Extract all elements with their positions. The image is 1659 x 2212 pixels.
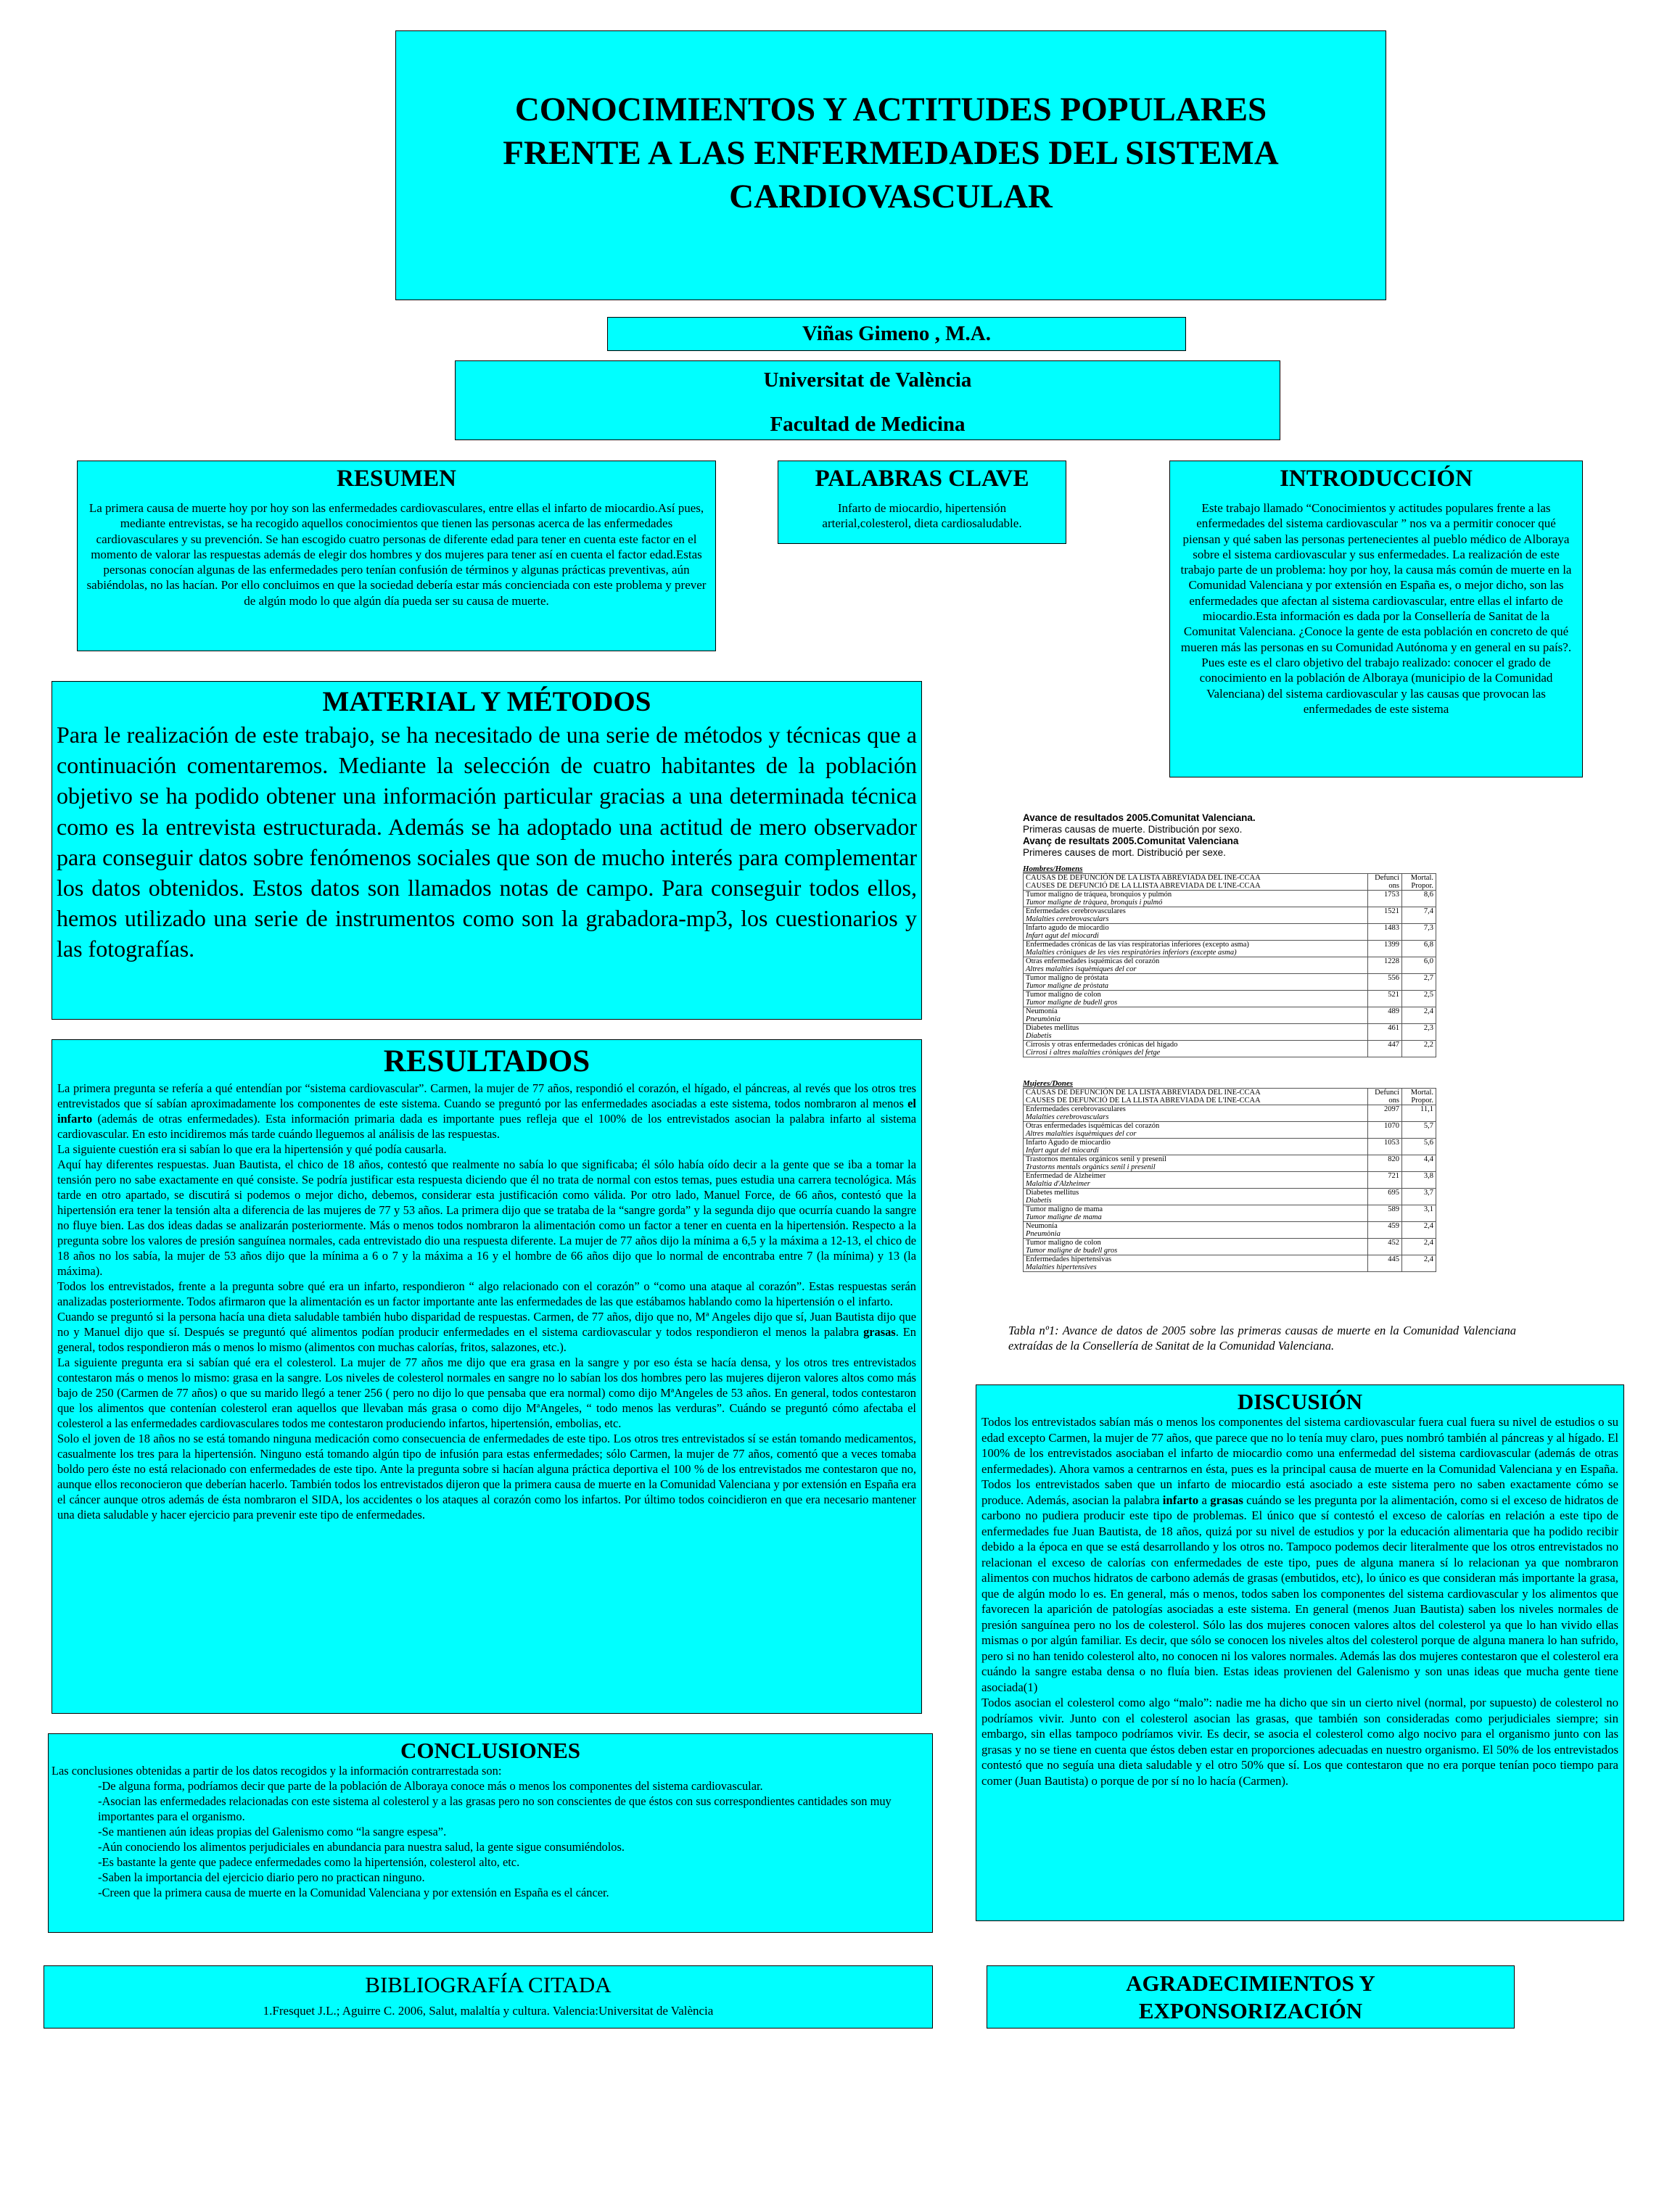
mortality-cell: 5,6 xyxy=(1402,1139,1436,1155)
deaths-cell: 521 xyxy=(1368,991,1402,1007)
mortality-cell: 6,0 xyxy=(1402,957,1436,974)
table-row xyxy=(1024,1205,1436,1222)
resultados-p5-c: . En general, todos respondieron más o menos lo mismo (alimentos con muchas calorías, fritos, salazones, etc.). xyxy=(57,1325,917,1354)
mortality-cell: 2,3 xyxy=(1402,1024,1436,1041)
col-causa-val: CAUSES DE DEFUNCIÓ DE LA LLISTA ABREVIADA DE L'INE-CCAA xyxy=(1026,1097,1261,1105)
mortality-cell: 2,4 xyxy=(1402,1239,1436,1255)
bibliografia-heading: BIBLIOGRAFÍA CITADA xyxy=(365,1972,612,1997)
conclusion-item: -Asocian las enfermedades relacionadas con este sistema al colesterol y a las grasas pero no son conscientes de que éstos con sus correspondientes cantidades son muy importantes para el organismo. xyxy=(98,1794,892,1823)
cause-cell xyxy=(1024,957,1368,974)
table-row xyxy=(1024,1122,1436,1139)
resumen-text: La primera causa de muerte hoy por hoy son las enfermedades cardiovasculares, entre ellas el infarto de miocardio.Así pues, mediante entrevistas, se ha recogido aquellos conocimientos que tienen las personas acerca de las enfermedades cardiovasculares y su prevención. Se han escogido cuatro personas de diferente edad para tener en cuenta este factor en el momento de valorar las respuestas además de elegir dos hombres y dos mujeres para tener así en cuenta el factor edad.Estas personas conocían algunas de las enfermedades pero tenían confusión de términos y algunas prácticas preventivas, aún sabiéndolas, no las hacían. Por ello concluimos en que la sociedad debería estar más concienciada con este problema y prever de algún modo lo que algún día pueda ser su causa de muerte. xyxy=(86,501,707,608)
table-header-line-4: Primeres causes de mort. Distribució per sexe. xyxy=(1023,847,1226,858)
cause-name: Tumor maligno de mama xyxy=(1026,1205,1103,1213)
cause-name-valencian: Infart agut del miocardi xyxy=(1026,1147,1099,1155)
resultados-p1-c: (además de otras enfermedades). Esta información primaria dada es importante pues refleja que el 100% de los entrevistados asocian la palabra infarto al sistema cardiovascular. En esto incidiremos más tarde cuándo lleguemos al análisis de las respuestas. xyxy=(57,1112,916,1141)
material-heading: MATERIAL Y MÉTODOS xyxy=(322,686,651,717)
cause-cell xyxy=(1024,991,1368,1007)
cause-name: Enfermedad de Alzheimer xyxy=(1026,1172,1106,1180)
deaths-cell: 2097 xyxy=(1368,1105,1402,1122)
cause-name-valencian: Malalties hipertensives xyxy=(1026,1263,1097,1271)
conclusion-item: -Aún conociendo los alimentos perjudiciales en abundancia para nuestra salud, la gente sigue consumiéndolos. xyxy=(98,1840,625,1854)
conclusion-item: -De alguna forma, podríamos decir que parte de la población de Alboraya conoce más o menos los componentes del sistema cardiovascular. xyxy=(98,1779,763,1793)
col-causa: CAUSAS DE DEFUNCIÓN DE LA LISTA ABREVIADA DEL INE-CCAA xyxy=(1026,1089,1261,1097)
mortality-cell: 2,4 xyxy=(1402,1007,1436,1024)
palabras-heading: PALABRAS CLAVE xyxy=(815,466,1029,492)
deaths-cell: 1399 xyxy=(1368,941,1402,957)
table-header-line-3: Avanç de resultats 2005.Comunitat Valenciana xyxy=(1023,835,1239,846)
discusion-box xyxy=(976,1384,1624,1921)
deaths-cell: 445 xyxy=(1368,1255,1402,1272)
bibliografia-box xyxy=(44,1965,933,2029)
cause-name-valencian: Pneumònia xyxy=(1026,1230,1061,1238)
conclusion-item: -Creen que la primera causa de muerte en la Comunidad Valenciana y por extensión en España es el cáncer. xyxy=(98,1886,609,1899)
col-def: Defunci ons xyxy=(1368,1089,1402,1105)
bibliografia-ref: 1.Fresquet J.L.; Aguirre C. 2006, Salut, malaltía y cultura. Valencia:Universitat de València xyxy=(263,2004,714,2018)
table-row xyxy=(1024,891,1436,907)
cause-cell xyxy=(1024,1172,1368,1189)
resultados-p7: Solo el joven de 18 años no se está tomando ninguna medicación como consecuencia de enfermedades de este tipo. Los otros tres entrevistados sí se están tomando medicamentos, casualmente los tres para la hipertensión. Ninguno está tomando algún tipo de infusión para estas enfermedades; sólo Carmen, la mujer de 77 años, comentó que a veces tomaba boldo pero éste no está relacionado con enfermedades de este tipo. Ante la pregunta sobre si hacían alguna práctica deportiva el 100 % de los entrevistados me contestaron que no, aunque ellos reconocieron que deberían hacerlo. También todos los entrevistados dijeron que la primera causa de muerte en la Comunidad Valenciana y por extensión en España era el cáncer aunque otros además de ésta nombraron el SIDA, los accidentes o los ataques al corazón como los infartos. Por último todos coincidieron en que era necesario mantener una dieta saludable y hacer ejercicio para prevenir este tipo de enfermedades. xyxy=(57,1432,916,1522)
table-caption: Tabla nº1: Avance de datos de 2005 sobre las primeras causas de muerte en la Comunidad Valenciana extraídas de la Consellería de Sanitat de la Comunidad Valenciana. xyxy=(1008,1324,1516,1353)
introduccion-text: Este trabajo llamado “Conocimientos y actitudes populares frente a las enfermedades del sistema cardiovascular ” nos va a permitir conocer qué piensan y qué saben las personas pertenecientes al pueblo médico de Alboraya sobre el sistema cardiovascular y sus enfermedades. La realización de este trabajo parte de un problema: hoy por hoy, la causa más común de muerte en la Comunidad Valenciana y por extensión en España es, o mejor dicho, son las enfermedades que afectan al sistema cardiovascular, entre ellas el infarto de miocardio.Esta información es dada por la Consellería de Sanitat de la Comunitat Valenciana. ¿Conoce la gente de esta población en concreto de qué mueren más las personas en su Comunidad Autónoma y en general en su país?. Pues este es el claro objetivo del trabajo realizado: conocer el grado de conocimiento en la población de Alboraya (municipio de la Comunidad Valenciana) del sistema cardiovascular y las causas que provocan las enfermedades de este sistema xyxy=(1180,501,1572,716)
resumen-box xyxy=(77,461,716,651)
conclusiones-list xyxy=(52,1778,929,1900)
cause-name: Tumor maligno de próstata xyxy=(1026,974,1108,982)
mortality-cell: 2,7 xyxy=(1402,974,1436,991)
cause-cell xyxy=(1024,1255,1368,1272)
cause-cell xyxy=(1024,907,1368,924)
conclusion-item: -Es bastante la gente que padece enfermedades como la hipertensión, colesterol alto, etc. xyxy=(98,1855,520,1869)
deaths-cell: 820 xyxy=(1368,1155,1402,1172)
cause-name: Infarto Agudo de miocardio xyxy=(1026,1139,1111,1147)
mortality-cell: 7,3 xyxy=(1402,924,1436,941)
table-row xyxy=(1024,957,1436,974)
table-row xyxy=(1024,924,1436,941)
deaths-cell: 452 xyxy=(1368,1239,1402,1255)
author-box xyxy=(607,317,1186,351)
mortality-cell: 11,1 xyxy=(1402,1105,1436,1122)
deaths-cell: 556 xyxy=(1368,974,1402,991)
cause-cell xyxy=(1024,1007,1368,1024)
col-def: Defunci ons xyxy=(1368,874,1402,891)
cause-name: Enfermedades cerebrovasculares xyxy=(1026,1105,1126,1113)
table-row xyxy=(1024,1222,1436,1239)
cause-name: Infarto agudo de miocardio xyxy=(1026,924,1109,932)
faculty: Facultad de Medicina xyxy=(770,413,966,436)
cause-cell xyxy=(1024,1122,1368,1139)
col-causa-val: CAUSES DE DEFUNCIÓ DE LA LLISTA ABREVIADA DE L'INE-CCAA xyxy=(1026,882,1261,890)
introduccion-heading: INTRODUCCIÓN xyxy=(1280,466,1473,492)
resultados-p4: Todos los entrevistados, frente a la pregunta sobre qué era un infarto, respondieron “ algo relacionado con el corazón” o “como una ataque al corazón”. Estas respuestas serán analizadas posteriormente. Todos afirmaron que la alimentación es un factor importante ante las enfermedades de las que estábamos hablando como la hipertensión o el infarto. xyxy=(57,1279,916,1308)
resultados-heading: RESULTADOS xyxy=(383,1044,590,1078)
cause-name: Diabetes mellitus xyxy=(1026,1189,1079,1197)
resultados-p1-bold: el infarto xyxy=(57,1097,916,1126)
mortality-cell: 3,1 xyxy=(1402,1205,1436,1222)
discusion-body xyxy=(981,1414,1618,1788)
deaths-cell: 461 xyxy=(1368,1024,1402,1041)
conclusiones-box xyxy=(48,1733,933,1933)
cause-cell xyxy=(1024,974,1368,991)
cause-name-valencian: Diabetis xyxy=(1026,1197,1052,1205)
cause-name: Cirrosis y otras enfermedades crónicas del hígado xyxy=(1026,1041,1178,1049)
discusion-p1-a: Todos los entrevistados sabían más o menos los componentes del sistema cardiovascular fuera cual fuera su nivel de estudios o su edad excepto Carmen, la mujer de 77 años, que parece que no lo tenía muy claro, pues nombró también al páncreas y al hígado. El 100% de los entrevistados asociaban el infarto de miocardio como una enfermedad del sistema cardiovascular (además de otras enfermedades). Ahora vamos a centrarnos en ésta, pues es la principal causa de muerte en la Comunidad Valenciana y en España. Todos los entrevistados saben que un infarto de miocardio está asociado a este sistema pero no saben exactamente cómo se produce. Además, asocian la palabra xyxy=(981,1415,1618,1507)
table-head-row xyxy=(1024,1089,1436,1105)
col-causa: CAUSAS DE DEFUNCIÓN DE LA LISTA ABREVIADA DEL INE-CCAA xyxy=(1026,874,1261,882)
mujeres-label: Mujeres/Dones xyxy=(1023,1079,1074,1088)
poster-title: CONOCIMIENTOS Y ACTITUDES POPULARES FRENTE A LAS ENFERMEDADES DEL SISTEMA CARDIOVASCULAR xyxy=(503,91,1279,215)
mortality-cell: 2,4 xyxy=(1402,1222,1436,1239)
hombres-table xyxy=(1023,873,1436,1057)
cause-name-valencian: Trastorns mentals orgànics senil i presenil xyxy=(1026,1163,1156,1171)
cause-name-valencian: Diabetis xyxy=(1026,1032,1052,1040)
cause-cell xyxy=(1024,941,1368,957)
cause-name: Tumor maligno de tráquea, bronquios y pulmón xyxy=(1026,891,1172,899)
author: Viñas Gimeno , M.A. xyxy=(802,322,991,345)
table-head-row xyxy=(1024,874,1436,891)
resultados-box xyxy=(52,1039,922,1714)
table-row xyxy=(1024,941,1436,957)
discusion-p1 xyxy=(981,1414,1618,1695)
table-row xyxy=(1024,991,1436,1007)
mortality-cell: 8,6 xyxy=(1402,891,1436,907)
resultados-p2: La siguiente cuestión era si sabían lo que era la hipertensión y qué podía causarla. xyxy=(57,1142,447,1156)
mortality-cell: 2,4 xyxy=(1402,1255,1436,1272)
resultados-p1 xyxy=(57,1081,916,1142)
table-row xyxy=(1024,974,1436,991)
deaths-cell: 1053 xyxy=(1368,1139,1402,1155)
table-row xyxy=(1024,1139,1436,1155)
discusion-p1-bold-2: grasas xyxy=(1210,1493,1243,1507)
resultados-p5-a: Cuando se preguntó si la persona hacía una dieta saludable también hubo disparidad de respuestas. Carmen, de 77 años, dijo que no, Mª Angeles dijo que sí, Juan Bautista dijo que no y Manuel dijo que sí. Después se preguntó qué alimentos podían producir enfermedades en el sistema cardiovascular y todos respondieron el menos la palabra xyxy=(57,1310,916,1339)
university: Universitat de València xyxy=(763,368,972,392)
introduccion-box xyxy=(1169,461,1583,777)
discusion-p1-c: a xyxy=(1198,1493,1211,1507)
cause-cell xyxy=(1024,1222,1368,1239)
resultados-p6: La siguiente pregunta era si sabían qué era el colesterol. La mujer de 77 años me dijo que era grasa en la sangre y por eso ésta se hacía densa, y los otros tres entrevistados contestaron más o menos lo mismo: grasa en la sangre. Los niveles de colesterol normales en sangre no lo sabían los dos hombres pero las mujeres dijeron valores altos como más bajo de 250 (Carmen de 77 años) o que su marido llegó a tener 256 ( pero no dijo lo que pensaba que era normal) como dijo MªAngeles de 53 años. En general, todos contestaron que los alimentos que contenían colesterol eran aquellos que llevaban más grasa o como dijo MªAngeles, “ todo menos las verduras”. Cuándo se preguntó cómo afectaba el colesterol a las enfermedades cardiovasculares todos me contestaron produciendo infartos, hipertensión, embolias, etc. xyxy=(57,1355,916,1430)
table-row xyxy=(1024,1172,1436,1189)
mujeres-table xyxy=(1023,1088,1436,1272)
cause-cell xyxy=(1024,1155,1368,1172)
cause-cell xyxy=(1024,1239,1368,1255)
cause-name-valencian: Altres malalties isquèmiques del cor xyxy=(1026,1130,1137,1138)
discusion-heading: DISCUSIÓN xyxy=(1237,1389,1363,1414)
cause-cell xyxy=(1024,1205,1368,1222)
cause-name: Tumor maligno de colon xyxy=(1026,1239,1101,1247)
cause-name-valencian: Tumor maligne de pròstata xyxy=(1026,982,1109,990)
agradecimientos-heading: AGRADECIMIENTOS Y EXPONSORIZACIÓN xyxy=(1126,1970,1375,2023)
mortality-cell: 2,5 xyxy=(1402,991,1436,1007)
table-row xyxy=(1024,1155,1436,1172)
mortality-table-figure xyxy=(1023,812,1531,1272)
cause-cell xyxy=(1024,891,1368,907)
material-text: Para le realización de este trabajo, se ha necesitado de una serie de métodos y técnicas que a continuación comentaremos. Mediante la selección de cuatro habitantes de la población objetivo se ha podido obtener una información particular gracias a una determinada técnica como es la entrevista estructurada. Además se ha adoptado una actitud de mero observador para conseguir datos sobre fenómenos sociales que son de mucho interés para complementar los datos obtenidos. Estos datos son llamados notas de campo. Para conseguir todos ellos, hemos utilizado una serie de instrumentos como son la grabadora-mp3, los cuestionarios y las fotografías. xyxy=(57,722,917,962)
cause-name-valencian: Tumor maligne de budell gros xyxy=(1026,1247,1118,1255)
table-row xyxy=(1024,1239,1436,1255)
mortality-cell: 4,4 xyxy=(1402,1155,1436,1172)
cause-name: Trastornos mentales orgánicos senil y presenil xyxy=(1026,1155,1166,1163)
table-header-lines xyxy=(1023,812,1531,859)
cause-name: Diabetes mellitus xyxy=(1026,1024,1079,1032)
deaths-cell: 721 xyxy=(1368,1172,1402,1189)
table-row xyxy=(1024,1024,1436,1041)
table-header-line-2: Primeras causas de muerte. Distribución por sexo. xyxy=(1023,824,1243,835)
conclusion-item: -Saben la importancia del ejercicio diario pero no practican ninguno. xyxy=(98,1870,425,1884)
material-box xyxy=(52,681,922,1020)
cause-name: Otras enfermedades isquémicas del corazón xyxy=(1026,957,1160,965)
deaths-cell: 1228 xyxy=(1368,957,1402,974)
deaths-cell: 1070 xyxy=(1368,1122,1402,1139)
cause-name-valencian: Malalties cròniques de les vies respiratòries inferiors (excepte asma) xyxy=(1026,949,1237,957)
cause-name-valencian: Cirrosi i altres malalties cròniques del fetge xyxy=(1026,1049,1161,1057)
deaths-cell: 459 xyxy=(1368,1222,1402,1239)
mortality-cell: 7,4 xyxy=(1402,907,1436,924)
deaths-cell: 447 xyxy=(1368,1041,1402,1057)
discusion-p1-e: cuándo se les pregunta por la alimentación, como si el exceso de hidratos de carbono no pudiera producir este tipo de problemas. El único que sí contestó el exceso de calorías en relación a este tipo de enfermedades fue Juan Bautista, de 18 años, quizá por su nivel de estudios y por la educación alimentaria que ha podido recibir debido a la época en que se está desarrollando y los otros no. Tampoco podemos decir literalmente que los otros entrevistados no relacionan el exceso de calorías con enfermedades de este tipo, pues de alguna manera sí lo relacionan ya que nombraron alimentos con muchos hidratos de carbono además de grasas (embutidos, etc), lo único es que consideran más importante la grasa, que de algún modo lo es. En general, más o menos, todos saben los componentes del sistema cardiovascular y los alimentos que favorecen la aparición de patologías asociadas a este sistema. En general (menos Juan Bautista) saben los niveles normales de presión sanguínea pero no los de colesterol. Sólo las dos mujeres conocen valores altos del colesterol ya que lo han vivido ellas mismas o por algún familiar. Es decir, que sólo se conocen los niveles altos del colesterol porque de alguna manera lo han sufrido, pero si no han tenido colesterol alto, no conocen ni los valores normales. Además las dos mujeres contestaron que el colesterol era cuándo la sangre estaba densa o no fluía bien. Estas ideas provienen del Galenismo y son unas ideas que mucha gente tiene asociada(1) xyxy=(981,1493,1618,1694)
cause-cell xyxy=(1024,1041,1368,1057)
table-row xyxy=(1024,1105,1436,1122)
deaths-cell: 1753 xyxy=(1368,891,1402,907)
resultados-p3: Aquí hay diferentes respuestas. Juan Bautista, el chico de 18 años, contestó que realmente no sabía lo que significaba; él sólo había oído decir a la gente que se iba a tomar la tensión pero no sabe exactamente en qué consiste. Se podría justificar esta respuesta diciendo que él no trata de normal con estos temas, pues estudia una carrera tecnológica. Más tarde en otro apartado, se discutirá si podemos o mejor dicho, debemos, considerar esta justificación como válida. Por otro lado, Manuel Force, de 66 años, contestó que la hipertensión era tener la tensión alta a diferencia de las mujeres de 77 y 53 años. La primera dijo que se trataba de la “sangre gorda” y la segunda dijo que ocurría cuando la sangre no fluye bien. Las dos ideas dadas se analizarán posteriormente. Más o menos todos nombraron la alimentación como un factor a tener en cuenta en la hipertensión. Respecto a la pregunta sobre los valores de presión sanguínea normales, cada entrevistado dio una respuesta diferente. La mujer de 77 años dijo la mínima a 6,5 y la máxima a 12-13, el chico de 18 años no los sabía, la mujer de 53 años dijo que la mínima a 6 o 7 y la máxima a 16 y el hombre de 66 años dijo que lo normal de encontraba entre 7 (la mínima) y 13 (la máxima). xyxy=(57,1157,916,1278)
cause-name-valencian: Tumor maligne de tràquea, bronquis i pulmó xyxy=(1026,899,1163,907)
deaths-cell: 1483 xyxy=(1368,924,1402,941)
affiliation-box xyxy=(455,360,1280,440)
deaths-cell: 489 xyxy=(1368,1007,1402,1024)
resultados-p5 xyxy=(57,1309,916,1355)
cause-name: Tumor maligno de colon xyxy=(1026,991,1101,999)
cause-cell xyxy=(1024,1139,1368,1155)
table-row xyxy=(1024,1041,1436,1057)
mortality-cell: 6,8 xyxy=(1402,941,1436,957)
conclusiones-intro: Las conclusiones obtenidas a partir de los datos recogidos y la información contrarrestada son: xyxy=(52,1764,502,1778)
cause-name: Enfermedades hipertensivas xyxy=(1026,1255,1112,1263)
conclusion-item: -Se mantienen aún ideas propias del Galenismo como “la sangre espesa”. xyxy=(98,1825,447,1838)
col-mort: Mortal. Propor. xyxy=(1402,874,1436,891)
cause-cell xyxy=(1024,1105,1368,1122)
cause-name-valencian: Altres malalties isquèmiques del cor xyxy=(1026,965,1137,973)
discusion-p1-bold-1: infarto xyxy=(1162,1493,1199,1507)
deaths-cell: 1521 xyxy=(1368,907,1402,924)
table-row xyxy=(1024,1007,1436,1024)
mortality-cell: 3,8 xyxy=(1402,1172,1436,1189)
hombres-label: Hombres/Homens xyxy=(1023,864,1083,873)
cause-name-valencian: Malalties cerebrovasculars xyxy=(1026,1113,1109,1121)
cause-name-valencian: Malaltia d'Alzheimer xyxy=(1026,1180,1090,1188)
table-row xyxy=(1024,1255,1436,1272)
col-mort: Mortal. Propor. xyxy=(1402,1089,1436,1105)
agradecimientos-box xyxy=(987,1965,1515,2029)
discusion-p2: Todos asocian el colesterol como algo “malo”: nadie me ha dicho que sin un cierto nivel (normal, por supuesto) de colesterol no podríamos vivir. Junto con el colesterol asocian las grasas, que también son consideradas como perjudiciales siempre; sin embargo, sin ellas tampoco podríamos vivir. Es decir, se asocia el colesterol como algo nocivo para el organismo junto con las grasas y no se tiene en cuenta que éstos deben estar en proporciones adecuadas en nuestro organismo. El 50% de los entrevistados contestó que no seguía una dieta saludable y el otro 50% que sí. Los que contestaron que no era porque tenían poco tiempo para comer (Juan Bautista) o porque de por sí no lo hacía (Carmen). xyxy=(981,1696,1618,1788)
table-row xyxy=(1024,1189,1436,1205)
palabras-text: Infarto de miocardio, hipertensión arterial,colesterol, dieta cardiosaludable. xyxy=(822,501,1022,531)
cause-name-valencian: Tumor maligne de mama xyxy=(1026,1213,1102,1221)
cause-name: Enfermedades crónicas de las vías respiratorias inferiores (excepto asma) xyxy=(1026,941,1249,949)
deaths-cell: 589 xyxy=(1368,1205,1402,1222)
table-header-line-1: Avance de resultados 2005.Comunitat Valenciana. xyxy=(1023,812,1256,823)
resultados-p1-a: La primera pregunta se refería a qué entendían por “sistema cardiovascular”. Carmen, la mujer de 77 años, respondió el corazón, el hígado, el páncreas, al revés que los otros tres entrevistados que sí sabían aproximadamente los componentes de este sistema. Cuando se preguntó por las enfermedades asociadas a este sistema, todos nombraron al menos xyxy=(57,1081,916,1110)
cause-name-valencian: Infart agut del miocardi xyxy=(1026,932,1099,940)
cause-name: Otras enfermedades isquémicas del corazón xyxy=(1026,1122,1160,1130)
resumen-heading: RESUMEN xyxy=(336,466,457,492)
conclusiones-heading: CONCLUSIONES xyxy=(400,1738,581,1763)
cause-name: Neumonía xyxy=(1026,1007,1058,1015)
cause-name-valencian: Pneumònia xyxy=(1026,1015,1061,1023)
cause-cell xyxy=(1024,1024,1368,1041)
mortality-cell: 5,7 xyxy=(1402,1122,1436,1139)
deaths-cell: 695 xyxy=(1368,1189,1402,1205)
cause-cell xyxy=(1024,1189,1368,1205)
cause-name: Neumonía xyxy=(1026,1222,1058,1230)
mortality-cell: 2,2 xyxy=(1402,1041,1436,1057)
resultados-body xyxy=(57,1081,916,1522)
table-row xyxy=(1024,907,1436,924)
cause-name-valencian: Tumor maligne de budell gros xyxy=(1026,999,1118,1007)
title-box xyxy=(395,30,1386,300)
mortality-cell: 3,7 xyxy=(1402,1189,1436,1205)
resultados-p5-bold: grasas xyxy=(863,1325,896,1339)
cause-cell xyxy=(1024,924,1368,941)
cause-name-valencian: Malalties cerebrovasculars xyxy=(1026,915,1109,923)
palabras-box xyxy=(778,461,1066,544)
cause-name: Enfermedades cerebrovasculares xyxy=(1026,907,1126,915)
